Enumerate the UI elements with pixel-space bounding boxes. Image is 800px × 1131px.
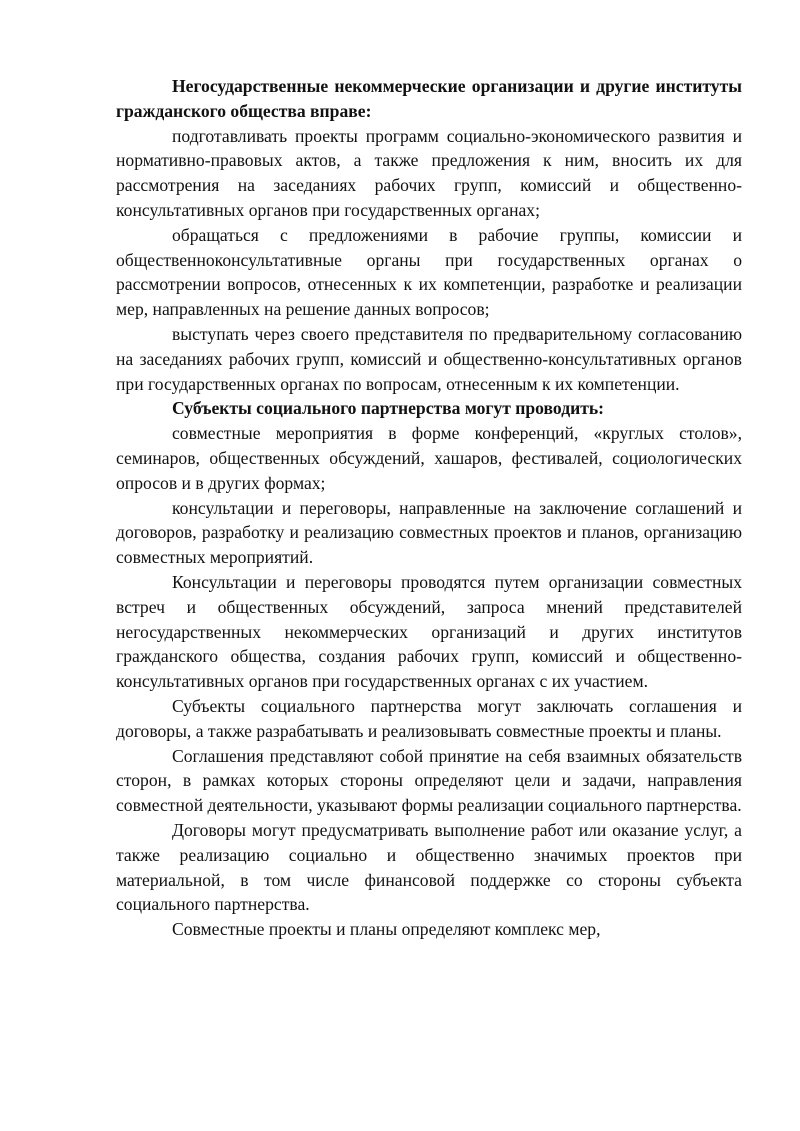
paragraph-joint-projects: Совместные проекты и планы определяют комплекс мер, [172, 919, 601, 940]
heading-partnership-subjects: Субъекты социального партнерства могут проводить: [172, 398, 605, 419]
paragraph-consultation-methods: Консультации и переговоры проводятся путем организации совместных встреч и общественных обсуждений, запроса мнений представителей негосударственных некоммерческих организаций и других институтов гражданского общества, создания рабочих групп, комиссий и общественно-консультативных органов при государственных органах с их участием. [116, 571, 742, 692]
paragraph-prepare-projects: подготавливать проекты программ социально-экономического развития и нормативно-правовых актов, а также предложения к ним, вносить их для рассмотрения на заседаниях рабочих групп, комиссий и общественно-консультативных органов при государственных органах; [116, 125, 742, 220]
document-page [116, 74, 742, 942]
heading-ngo-rights: Негосударственные некоммерческие организации и другие институты гражданского общества вправе: [116, 76, 742, 121]
paragraph-agreements: Субъекты социального партнерства могут заключать соглашения и договоры, а также разрабатывать и реализовывать совместные проекты и планы. [116, 695, 742, 741]
paragraph-speak-via-representative: выступать через своего представителя по предварительному согласованию на заседаниях рабочих групп, комиссий и общественно-консультативных органов при государственных органах по вопросам, отнесенным к их компетенции. [116, 323, 742, 394]
paragraph-consultations: консультации и переговоры, направленные на заключение соглашений и договоров, разработку и реализацию совместных проектов и планов, организацию совместных мероприятий. [116, 497, 742, 568]
paragraph-contracts: Договоры могут предусматривать выполнение работ или оказание услуг, а также реализацию социально и общественно значимых проектов при материальной, в том числе финансовой поддержке со стороны субъекта социального партнерства. [116, 819, 742, 915]
paragraph-joint-events: совместные мероприятия в форме конференций, «круглых столов», семинаров, общественных обсуждений, хашаров, фестивалей, социологических опросов и в других формах; [116, 423, 742, 493]
paragraph-agreements-definition: Соглашения представляют собой принятие на себя взаимных обязательств сторон, в рамках которых стороны определяют цели и задачи, направления совместной деятельности, указывают формы реализации социального партнерства. [116, 745, 742, 816]
paragraph-submit-proposals: обращаться с предложениями в рабочие группы, комиссии и общественноконсультативные органы при государственных органах о рассмотрении вопросов, отнесенных к их компетенции, разработке и реализации мер, направленных на решение данных вопросов; [116, 224, 742, 320]
